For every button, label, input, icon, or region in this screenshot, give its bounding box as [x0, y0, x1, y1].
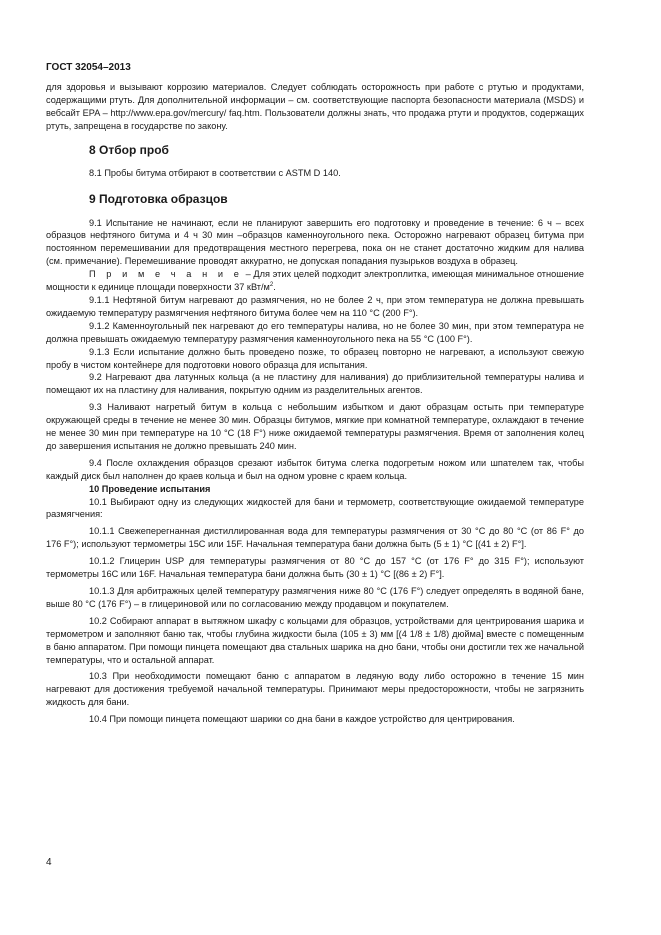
intro-paragraph: для здоровья и вызывают коррозию материалов. Следует соблюдать осторожность при работе с ртутью и продуктами, содержащими ртуть. Для дополнительной информации – см. соответствующие паспорта безопасности материала (MSDS) и вебсайт EPA – http://www.epa.gov/mercury/ faq.htm. Пользователи должны знать, что продажа ртути и продуктов, содержащих ртуть, запрещена в государстве по закону.	[46, 82, 584, 131]
document-body	[46, 81, 584, 726]
paragraph-10-3: 10.3 При необходимости помещают баню с аппаратом в ледяную воду либо осторожно в течение 15 мин нагревают для достижения требуемой начальной температуры. Принимают меры предосторожности, чтобы не загрязнить жидкость для бани.	[46, 671, 584, 708]
section-9-title: 9 Подготовка образцов	[89, 191, 228, 206]
paragraph-9-2: 9.2 Нагревают два латунных кольца (а не пластину для наливания) до приблизительной температуры налива и помещают их на пластину для наливания, покрытую одним из разделительных агентов.	[46, 372, 584, 396]
paragraph-10-4: 10.4 При помощи пинцета помещают шарики со дна бани в каждое устройство для центрирования.	[89, 714, 515, 725]
paragraph-10-2: 10.2 Собирают аппарат в вытяжном шкафу с кольцами для образцов, устройствами для центрирования шарика и термометром и заполняют баню так, чтобы глубина жидкости была (105 ± 3) мм [(4 1/8 ± 1/8) дюйма] вместе с помещенным в баню аппаратом. При помощи пинцета помещают два стальных шарика на дно бани, чтобы они достигли тех же начальной температуры, что и остальной аппарат.	[46, 615, 584, 665]
paragraph-9-1: 9.1 Испытание не начинают, если не планируют завершить его подготовку и проведение в течение: 6 ч – всех образцов нефтяного битума и 4 ч 30 мин –образцов каменноугольного пека. Осторожно нагревают образец битума при постоянном перемешивании для предотвращения местного перегрева, пока он не станет достаточно жидким для налива (см. примечание). Перемешивание проводят аккуратно, не допуская попадания пузырьков воздуха в образец.	[46, 217, 584, 267]
paragraph-9-1-2: 9.1.2 Каменноугольный пек нагревают до его температуры налива, но не более 30 мин, при этом температура не должна превышать ожидаемую температуру размягчения каменноугольного пека на 55 °С (100 F°).	[46, 320, 584, 344]
note-superscript: 2	[269, 282, 274, 288]
standard-number: ГОСТ 32054–2013	[46, 62, 131, 73]
paragraph-9-4: 9.4 После охлаждения образцов срезают избыток битума слегка подогретым ножом или шпателем так, чтобы каждый диск был наполнен до краев кольца и был на одном уровне с краем кольца.	[46, 457, 584, 481]
section-10-title: 10 Проведение испытания	[89, 483, 211, 494]
note-text: – Для этих целей подходит электроплитка, имеющая минимальное отношение мощности к единице площади поверхности 37 кВт/м	[46, 269, 584, 293]
paragraph-10-1-1: 10.1.1 Свежеперегнанная дистиллированная вода для температуры размягчения от 30 °С до 80 °С (от 86 F° до 176 F°); используют термометры 15С или 15F. Начальная температура бани должна быть (5 ± 1) °С [(41 ± 2) F°].	[46, 526, 584, 550]
page-number: 4	[46, 857, 52, 868]
paragraph-8-1: 8.1 Пробы битума отбирают в соответствии с ASTM D 140.	[89, 167, 341, 178]
paragraph-10-1-3: 10.1.3 Для арбитражных целей температуру размягчения ниже 80 °С (176 F°) следует определять в водяной бане, выше 80 °С (176 F°) – в глицериновой или по согласованию между продавцом и покупателем.	[46, 586, 584, 609]
note-label: П р и м е ч а н и е	[89, 269, 243, 280]
section-8-title: 8 Отбор проб	[89, 142, 169, 157]
paragraph-9-3: 9.3 Наливают нагретый битум в кольца с небольшим избытком и дают образцам остыть при температуре окружающей среды в течение не менее 30 мин. Образцы битумов, мягкие при комнатной температуре, охлаждают в течение не менее 30 мин при температуре на 10 °С (18 F°) ниже ожидаемой температуры размягчения. Время от заполнения колец до завершения испытания не должно превышать 240 мин.	[46, 402, 584, 451]
paragraph-9-1-1: 9.1.1 Нефтяной битум нагревают до размягчения, но не более 2 ч, при этом температура не должна превышать ожидаемую температуру размягчения нефтяного битума более чем на 110 °С (200 F°).	[46, 294, 584, 318]
paragraph-10-1: 10.1 Выбирают одну из следующих жидкостей для бани и термометр, соответствующие ожидаемой температуре размягчения:	[46, 496, 584, 520]
paragraph-10-1-2: 10.1.2 Глицерин USP для температуры размягчения от 80 °С до 157 °С (от 176 F° до 315 F°); используют термометры 16С или 16F. Начальная температура бани должна быть (30 ± 1) °С [(86 ± 2) F°].	[46, 556, 584, 580]
note-paragraph	[46, 268, 584, 294]
note-end: .	[273, 282, 276, 293]
paragraph-9-1-3: 9.1.3 Если испытание должно быть проведено позже, то образец повторно не нагревают, а используют свежую пробу в чистом контейнере для подготовки нового образца для испытания.	[46, 346, 584, 370]
